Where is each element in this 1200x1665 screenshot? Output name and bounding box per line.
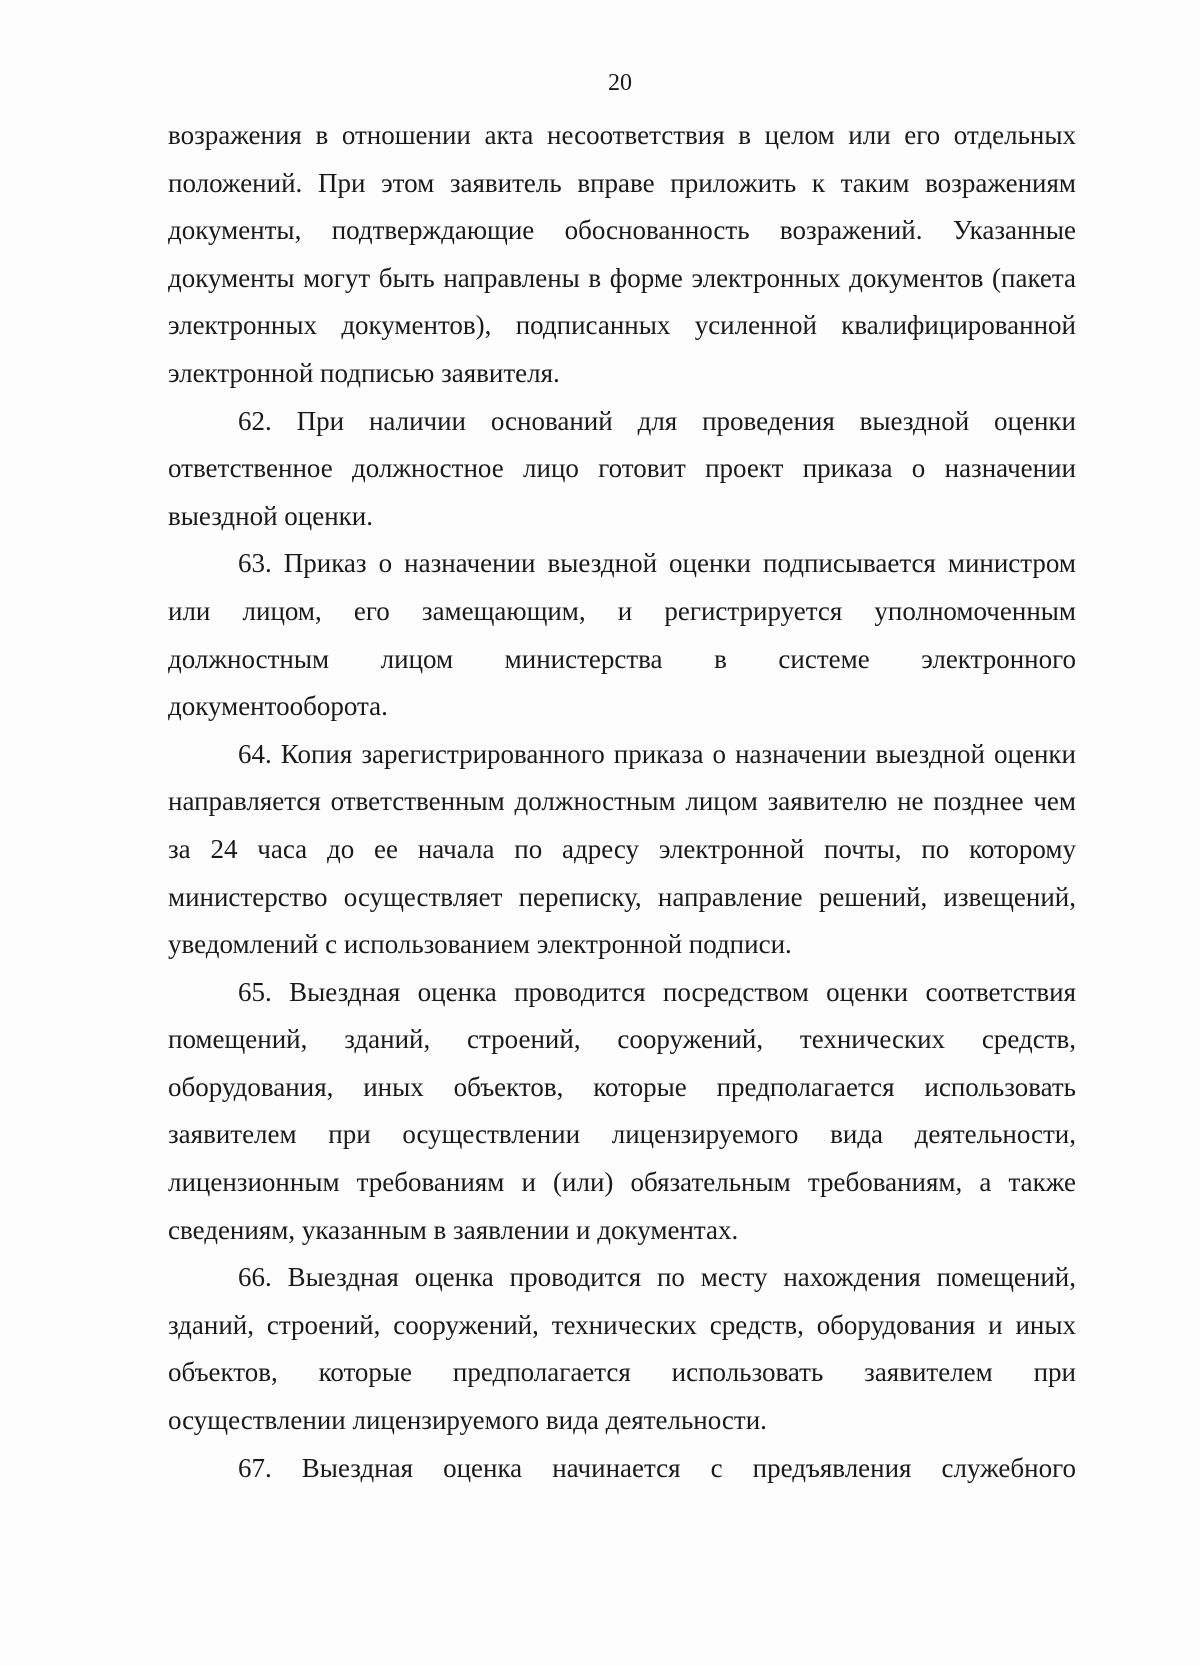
paragraph-63: 63. Приказ о назначении выездной оценки подписывается министром или лицом, его замещающим, и регистрируется уполномоченным должностным лицом министерства в системе электронного документооборота. bbox=[168, 548, 1076, 722]
paragraph-continuation: возражения в отношении акта несоответствия в целом или его отдельных положений. При этом заявитель вправе приложить к таким возражениям документы, подтверждающие обоснованность возражений. Указанные документы могут быть направлены в форме электронных документов (пакета электронных документов), подписанных усиленной квалифицированной электронной подписью заявителя. bbox=[168, 120, 1076, 388]
paragraph-64: 64. Копия зарегистрированного приказа о назначении выездной оценки направляется ответственным должностным лицом заявителю не позднее чем за 24 часа до ее начала по адресу электронной почты, по которому министерство осуществляет переписку, направление решений, извещений, уведомлений с использованием электронной подписи. bbox=[168, 738, 1076, 960]
paragraph-66: 66. Выездная оценка проводится по месту нахождения помещений, зданий, строений, сооружений, технических средств, оборудования и иных объектов, которые предполагается использовать заявителем при осуществлении лицензируемого вида деятельности. bbox=[168, 1262, 1076, 1436]
document-body bbox=[168, 112, 1076, 1492]
paragraph-65: 65. Выездная оценка проводится посредством оценки соответствия помещений, зданий, строений, сооружений, технических средств, оборудования, иных объектов, которые предполагается использовать заявителем при осуществлении лицензируемого вида деятельности, лицензионным требованиям и (или) обязательным требованиям, а также сведениям, указанным в заявлении и документах. bbox=[168, 976, 1076, 1245]
paragraph-67: 67. Выездная оценка начинается с предъявления служебного bbox=[238, 1452, 1076, 1483]
paragraph-62: 62. При наличии оснований для проведения выездной оценки ответственное должностное лицо готовит проект приказа о назначении выездной оценки. bbox=[168, 405, 1076, 531]
page-number: 20 bbox=[608, 70, 632, 96]
